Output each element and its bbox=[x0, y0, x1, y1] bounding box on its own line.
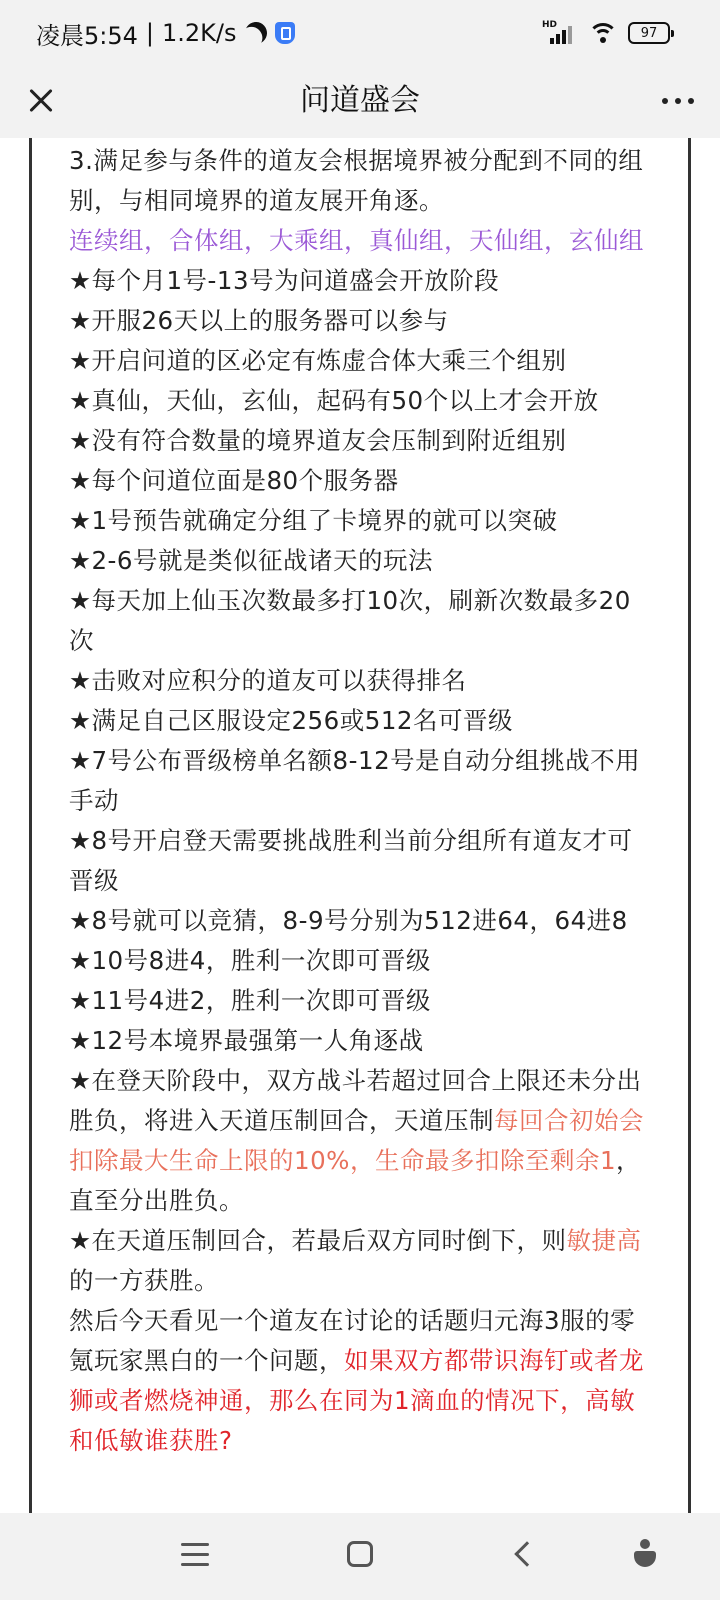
group-list: 连续组，合体组，大乘组，真仙组，天仙组，玄仙组 bbox=[69, 226, 644, 255]
status-bar bbox=[0, 0, 720, 64]
nav-home-button[interactable] bbox=[347, 1541, 373, 1567]
article-line: ★12号本境界最强第一人角逐战 bbox=[69, 1026, 424, 1055]
nav-menu-button[interactable] bbox=[181, 1543, 209, 1567]
status-time: 凌晨5:54 bbox=[36, 21, 138, 50]
menu-icon bbox=[181, 1543, 209, 1546]
nav-bar bbox=[0, 1513, 720, 1600]
battery-level: 97 bbox=[640, 25, 658, 41]
status-net-speed: 1.2K/s bbox=[162, 19, 237, 47]
article-line: ★8号就可以竞猜，8-9号分别为512进64，64进8 bbox=[69, 906, 628, 935]
more-icon bbox=[662, 98, 668, 104]
article-line: ★真仙，天仙，玄仙，起码有50个以上才会开放 bbox=[69, 386, 599, 415]
article-line: ★11号4进2，胜利一次即可晋级 bbox=[69, 986, 431, 1015]
wifi-icon bbox=[588, 21, 618, 45]
closing-question: 如果双方都带识海钉或者龙狮或者燃烧神通，那么在同为1滴血的情况下，高敏和低敏谁获胜? bbox=[69, 1346, 644, 1455]
status-right bbox=[542, 16, 670, 50]
article-line: ★每天加上仙玉次数最多打10次，刷新次数最多20次 bbox=[69, 586, 631, 655]
article-line: ★每个月1号-13号为问道盛会开放阶段 bbox=[69, 266, 500, 295]
rule-tianjie-end: ，直至分出胜负。 bbox=[69, 1146, 642, 1215]
article-line: ★开启问道的区必定有炼虚合体大乘三个组别 bbox=[69, 346, 567, 375]
nav-back-button[interactable] bbox=[514, 1541, 539, 1566]
status-left bbox=[36, 16, 295, 50]
article-line: ★8号开启登天需要挑战胜利当前分组所有道友才可晋级 bbox=[69, 826, 633, 895]
rule-agility-text: ★在天道压制回合，若最后双方同时倒下，则 bbox=[69, 1226, 567, 1255]
article-line: ★2-6号就是类似征战诸天的玩法 bbox=[69, 546, 433, 575]
shield-icon bbox=[275, 22, 295, 44]
article-line: ★10号8进4，胜利一次即可晋级 bbox=[69, 946, 431, 975]
rule-tianjie-highlight: 每回合初始会扣除最大生命上限的10%，生命最多扣除至剩余1 bbox=[69, 1106, 644, 1175]
article-line: ★1号预告就确定分组了卡境界的就可以突破 bbox=[69, 506, 558, 535]
rule-tianjie-text: ★在登天阶段中，双方战斗若超过回合上限还未分出胜负，将进入天道压制回合，天道压制 bbox=[69, 1066, 642, 1135]
rule-agility bbox=[69, 1221, 651, 1301]
rule-tianjie bbox=[69, 1061, 651, 1221]
article-line: ★满足自己区服设定256或512名可晋级 bbox=[69, 706, 513, 735]
rule-agility-highlight: 敏捷高 bbox=[566, 1226, 642, 1255]
signal-icon bbox=[542, 20, 578, 46]
article-line: ★没有符合数量的境界道友会压制到附近组别 bbox=[69, 426, 567, 455]
article-line: ★每个问道位面是80个服务器 bbox=[69, 466, 399, 495]
hd-label: HD bbox=[542, 20, 558, 30]
assistant-icon bbox=[640, 1539, 650, 1549]
closing-paragraph bbox=[69, 1301, 651, 1461]
article-line: ★7号公布晋级榜单名额8-12号是自动分组挑战不用手动 bbox=[69, 746, 641, 815]
nav-assistant-button[interactable] bbox=[632, 1539, 658, 1569]
article-line: 3.满足参与条件的道友会根据境界被分配到不同的组别，与相同境界的道友展开角逐。 bbox=[69, 146, 644, 215]
more-button[interactable] bbox=[658, 86, 698, 116]
closing-text: 然后今天看见一个道友在讨论的话题归元海3服的零氪玩家黑白的一个问题， bbox=[69, 1306, 636, 1375]
close-button[interactable] bbox=[18, 78, 64, 124]
rule-agility-end: 的一方获胜。 bbox=[69, 1266, 219, 1295]
title-bar bbox=[0, 64, 720, 138]
status-separator: | bbox=[145, 19, 154, 47]
article-text bbox=[69, 141, 651, 1461]
battery-icon bbox=[628, 22, 670, 44]
page-title: 问道盛会 bbox=[300, 83, 420, 118]
article-line: ★开服26天以上的服务器可以参与 bbox=[69, 306, 449, 335]
article-line: ★击败对应积分的道友可以获得排名 bbox=[69, 666, 467, 695]
moon-icon bbox=[241, 19, 269, 47]
article-content bbox=[0, 138, 720, 1513]
